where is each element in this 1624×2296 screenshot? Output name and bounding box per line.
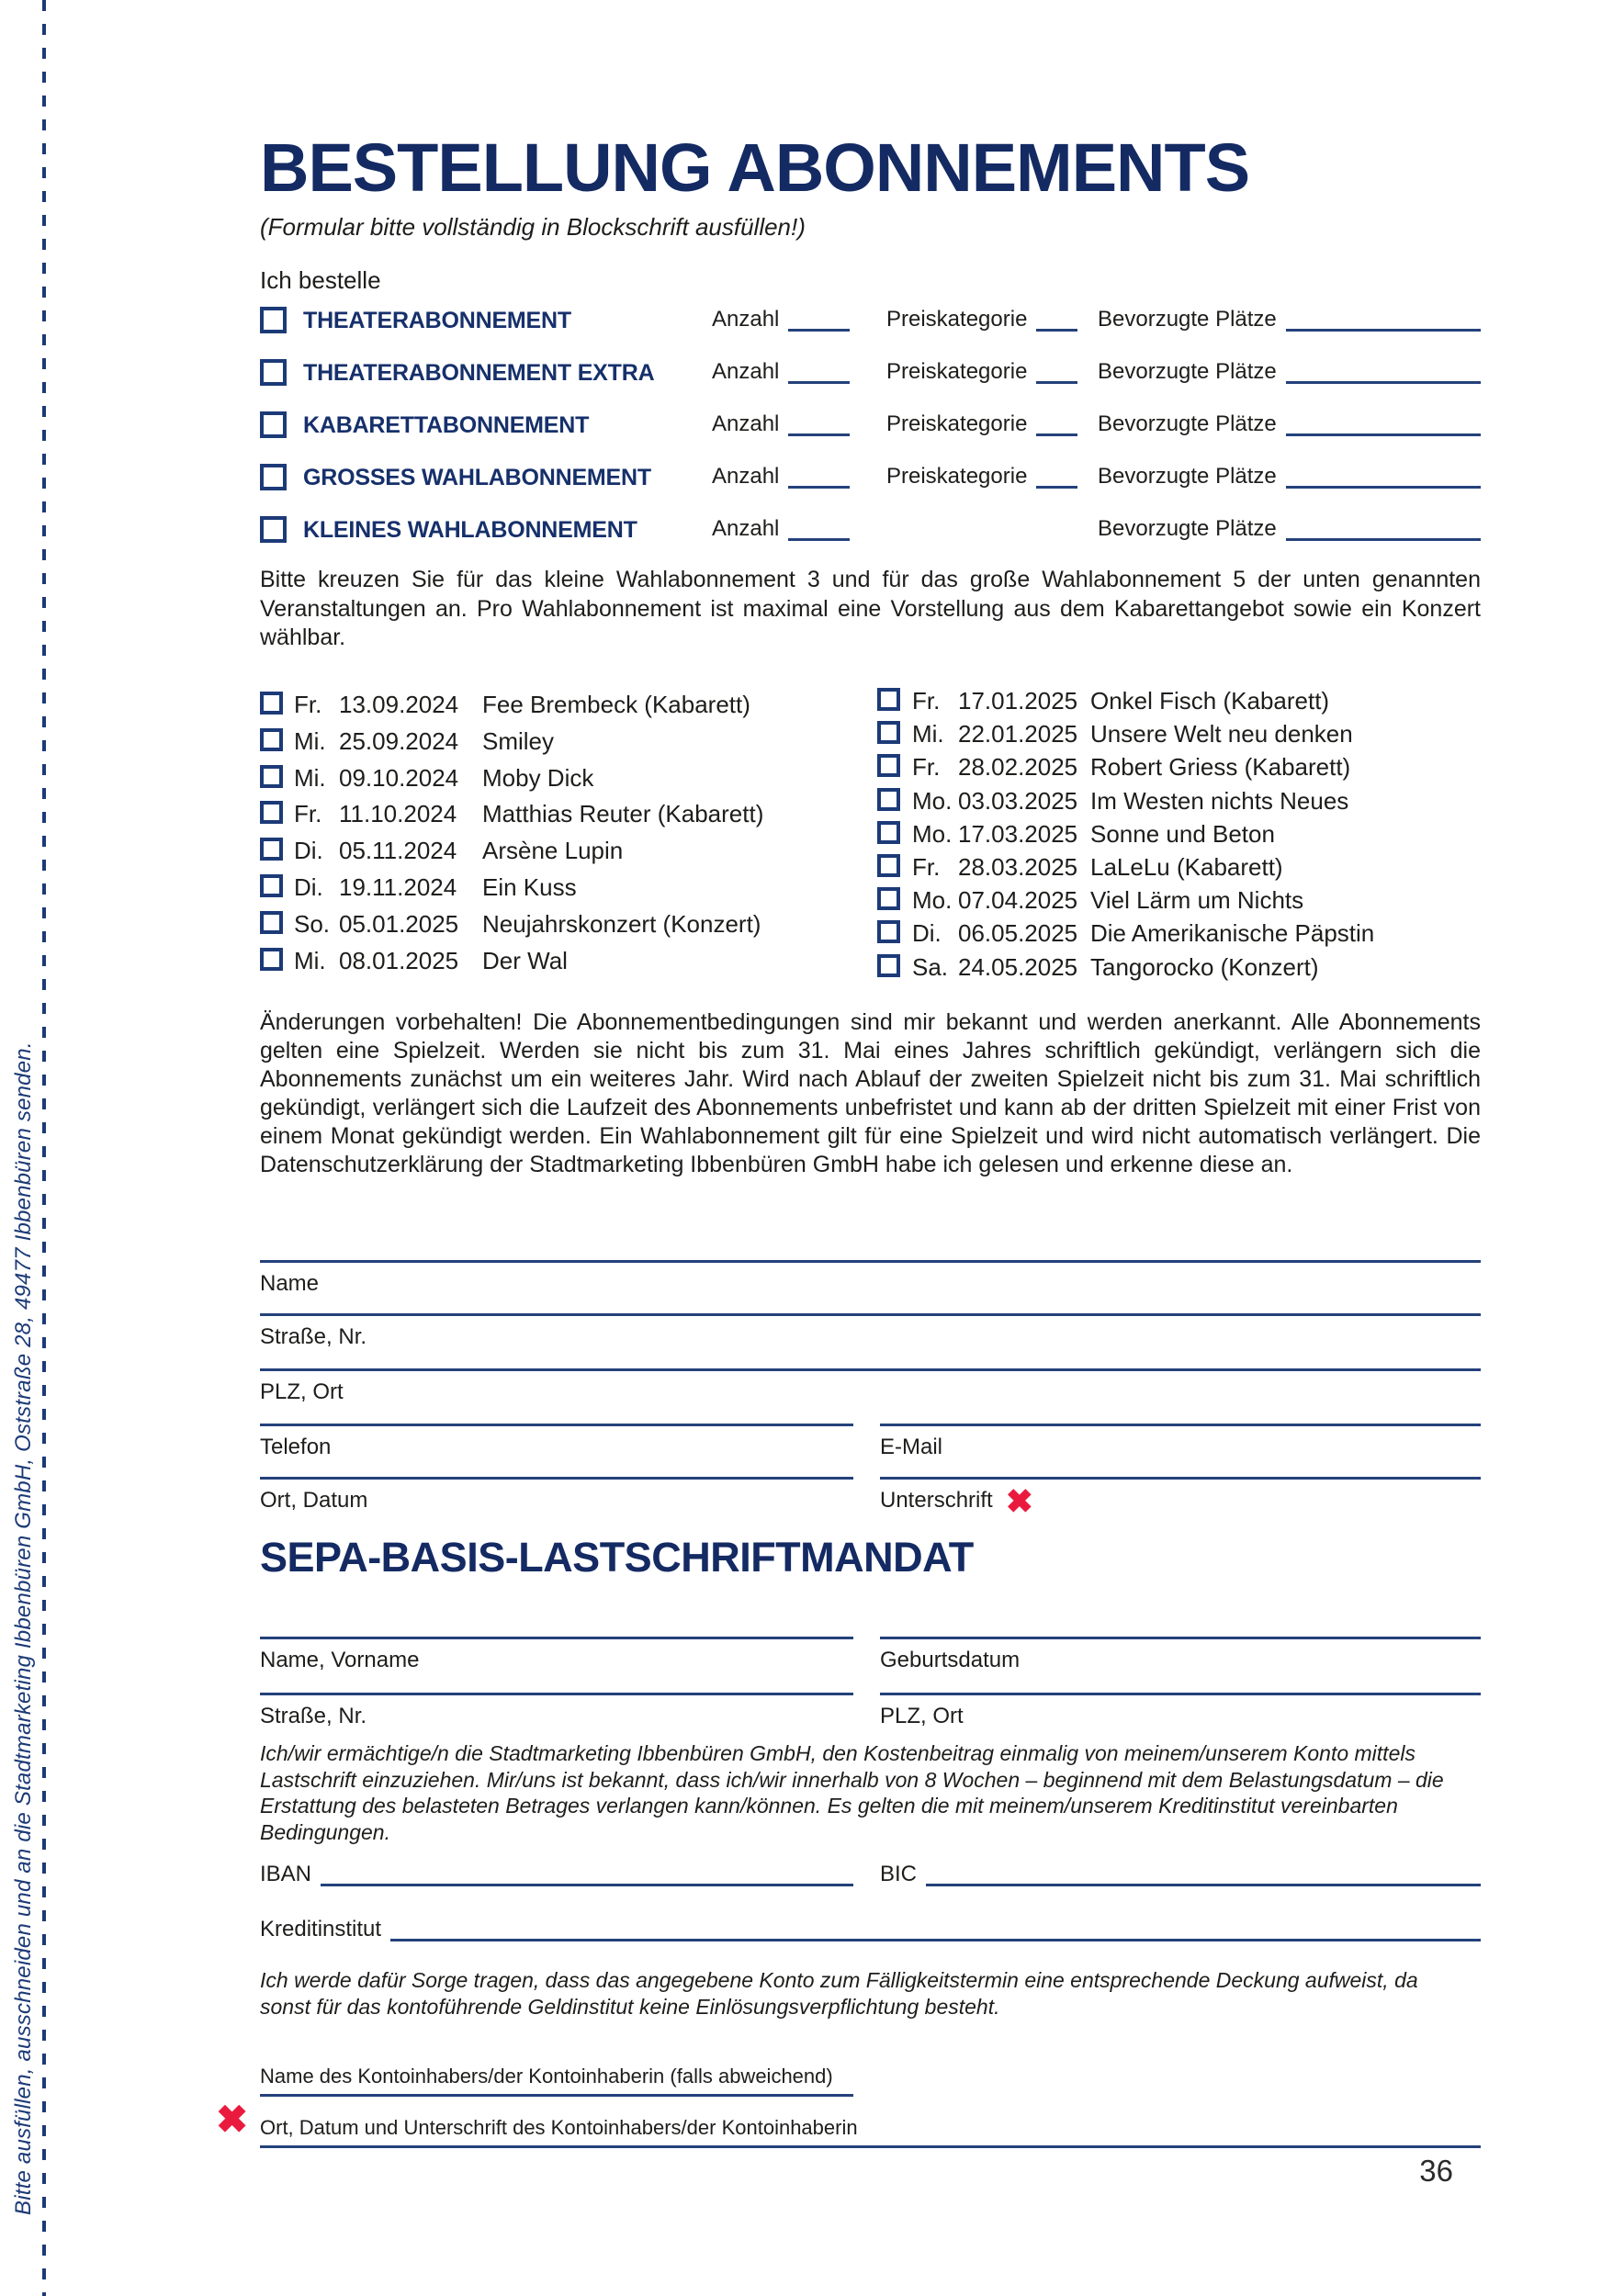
event-row	[877, 787, 1481, 820]
signature-label: Unterschrift	[880, 1488, 993, 1513]
price-category-field	[886, 307, 1077, 332]
event-row	[877, 919, 1481, 952]
preferred-seats-field	[1098, 516, 1481, 541]
quantity-input-line[interactable]	[788, 414, 850, 436]
preferred-seats-field	[1098, 359, 1481, 384]
event-checkbox[interactable]	[877, 688, 900, 711]
subscription-checkbox[interactable]	[260, 307, 287, 333]
event-date: 17.01.2025	[958, 687, 1078, 715]
event-title: Neujahrskonzert (Konzert)	[482, 909, 761, 938]
intro-text: Ich bestelle	[260, 266, 381, 294]
sepa-name-label: Name, Vorname	[260, 1648, 420, 1672]
preferred-seats-field	[1098, 307, 1481, 332]
quantity-field	[712, 359, 850, 384]
price-category-field	[886, 359, 1077, 384]
subscription-row	[260, 516, 1481, 568]
event-title: Unsere Welt neu denken	[1090, 720, 1353, 748]
place-date-label: Ort, Datum	[260, 1488, 368, 1513]
account-signature-label[interactable]: Ort, Datum und Unterschrift des Kontoinhabers/der Kontoinhaberin	[260, 2116, 1481, 2148]
event-title: Robert Griess (Kabarett)	[1090, 753, 1351, 782]
phone-label: Telefon	[260, 1435, 332, 1459]
bank-field	[260, 1918, 1481, 1941]
plz-city-field	[260, 1368, 1481, 1405]
event-row	[877, 753, 1481, 786]
event-checkbox[interactable]	[877, 754, 900, 777]
event-date: 25.09.2024	[339, 726, 459, 755]
event-title: Der Wal	[482, 946, 568, 974]
preferred-seats-input-line[interactable]	[1286, 519, 1481, 541]
event-checkbox[interactable]	[260, 692, 283, 715]
price-category-field	[886, 411, 1077, 436]
event-weekday: Mo.	[912, 786, 953, 815]
event-date: 17.03.2025	[958, 819, 1078, 848]
event-checkbox[interactable]	[877, 887, 900, 910]
event-row	[260, 837, 866, 873]
event-row	[877, 953, 1481, 986]
preferred-seats-field	[1098, 464, 1481, 489]
subscription-checkbox[interactable]	[260, 464, 287, 490]
event-checkbox[interactable]	[260, 911, 283, 934]
subscription-checkbox[interactable]	[260, 359, 287, 386]
account-signature-field	[216, 2098, 1481, 2148]
preferred-seats-label: Bevorzugte Plätze	[1098, 411, 1277, 436]
page-number: 36	[1419, 2154, 1453, 2188]
iban-field	[260, 1863, 853, 1886]
email-field	[880, 1424, 1481, 1460]
event-checkbox[interactable]	[260, 838, 283, 861]
quantity-label: Anzahl	[712, 516, 780, 541]
event-weekday: Fr.	[294, 800, 322, 828]
event-date: 13.09.2024	[339, 691, 459, 718]
iban-label: IBAN	[260, 1862, 312, 1886]
name-label: Name	[260, 1271, 320, 1296]
price-category-label: Preiskategorie	[886, 307, 1028, 332]
quantity-label: Anzahl	[712, 411, 780, 436]
event-weekday: Di.	[912, 919, 942, 948]
email-label: E-Mail	[880, 1435, 943, 1459]
terms-text: Änderungen vorbehalten! Die Abonnementbedingungen sind mir bekannt und werden anerkannt. Alle Abonnements gelten eine Spielzeit. Werden sie nicht bis zum 31. Mai eines Jahres schriftlich gekündigt, verlängern sich die Abonnements zunächst um ein weiteres Jahr. Wird nach Ablauf der zweiten Spielzeit nicht bis zum 31. Mai schriftlich gekündigt, verlängert sich die Laufzeit des Abonnements unbefristet und kann ab der dritten Spielzeit mit einer Frist von einem Monat gekündigt werden. Ein Wahlabonnement gilt für eine Spielzeit und wird nicht automatisch verlängert. Die Datenschutzerklärung der Stadtmarketing Ibbenbüren GmbH habe ich gelesen und erkenne diese an.	[260, 1009, 1481, 1177]
iban-input-line[interactable]	[321, 1863, 853, 1886]
event-row	[260, 910, 866, 947]
bank-input-line[interactable]	[390, 1918, 1481, 1941]
price-category-input-line[interactable]	[1036, 362, 1077, 384]
quantity-field	[712, 464, 850, 489]
bic-field	[880, 1863, 1481, 1886]
subscription-checkbox[interactable]	[260, 516, 287, 543]
quantity-label: Anzahl	[712, 464, 780, 489]
subscription-row	[260, 411, 1481, 464]
preferred-seats-label: Bevorzugte Plätze	[1098, 307, 1277, 332]
event-row	[260, 691, 866, 727]
price-category-label: Preiskategorie	[886, 359, 1028, 384]
sepa-mandate-text: Ich/wir ermächtige/n die Stadtmarketing Ibbenbüren GmbH, den Kostenbeitrag einmalig von meinem/unserem Konto mittels Lastschrift einzuziehen. Mir/uns ist bekannt, dass ich/wir innerhalb von 8 Wochen – beginnend mit dem Belastungsdatum – die Erstattung des belasteten Betrages verlangen kann/können. Es gelten die mit meinem/unserem Kreditinstitut vereinbarten Bedingungen.	[260, 1741, 1444, 1844]
phone-field	[260, 1424, 853, 1460]
preferred-seats-input-line[interactable]	[1286, 467, 1481, 489]
event-checkbox[interactable]	[260, 948, 283, 971]
quantity-input-line[interactable]	[788, 467, 850, 489]
sepa-plz-city-label: PLZ, Ort	[880, 1704, 964, 1728]
bic-label: BIC	[880, 1862, 918, 1886]
event-checkbox[interactable]	[877, 920, 900, 943]
sepa-birthdate-field	[880, 1637, 1481, 1673]
subscription-label: KABARETTABONNEMENT	[303, 412, 590, 438]
sepa-birthdate-label: Geburtsdatum	[880, 1648, 1021, 1672]
quantity-field	[712, 516, 850, 541]
price-category-field	[886, 464, 1077, 489]
quantity-input-line[interactable]	[788, 519, 850, 541]
bic-input-line[interactable]	[926, 1863, 1481, 1886]
event-title: Arsène Lupin	[482, 837, 624, 865]
event-row	[260, 764, 866, 801]
subscription-row	[260, 464, 1481, 516]
price-category-input-line[interactable]	[1036, 414, 1077, 436]
subscription-label: GROSSES WAHLABONNEMENT	[303, 465, 651, 490]
selection-instructions: Bitte kreuzen Sie für das kleine Wahlabonnement 3 und für das große Wahlabonnement 5 der unten genannten Veranstaltungen an. Pro Wahlabonnement ist maximal eine Vorstellung aus dem Kabarettangebot sowie ein Konzert wählbar.	[260, 567, 1481, 650]
event-list	[260, 687, 1481, 999]
sepa-coverage-text: Ich werde dafür Sorge tragen, dass das angegebene Konto zum Fälligkeitstermin eine entsprechende Deckung aufweist, da sonst für das kontoführende Geldinstitut keine Einlösungsverpflichtung besteht.	[260, 1968, 1418, 2019]
event-row	[877, 853, 1481, 886]
event-checkbox[interactable]	[877, 721, 900, 744]
event-title: Ein Kuss	[482, 872, 577, 901]
price-category-input-line[interactable]	[1036, 467, 1077, 489]
event-weekday: Di.	[294, 872, 323, 901]
preferred-seats-label: Bevorzugte Plätze	[1098, 464, 1277, 489]
sepa-plz-city-field	[880, 1693, 1481, 1729]
street-field	[260, 1313, 1481, 1350]
event-row	[877, 687, 1481, 720]
subscription-rows	[260, 307, 1481, 568]
event-row	[260, 727, 866, 764]
bank-label: Kreditinstitut	[260, 1917, 382, 1941]
event-date: 22.01.2025	[958, 720, 1078, 748]
event-row	[260, 800, 866, 837]
event-title: Matthias Reuter (Kabarett)	[482, 800, 764, 828]
event-weekday: Mi.	[294, 726, 326, 755]
event-column-left	[260, 691, 866, 983]
event-title: Im Westen nichts Neues	[1090, 786, 1349, 815]
event-checkbox[interactable]	[877, 954, 900, 977]
sidebar-mailing-instruction: Bitte ausfüllen, ausschneiden und an die Stadtmarketing Ibbenbüren GmbH, Oststraße 28, 49477 Ibbenbüren senden.	[11, 1041, 36, 2215]
event-row	[877, 886, 1481, 919]
subscription-label: THEATERABONNEMENT	[303, 308, 571, 333]
quantity-label: Anzahl	[712, 359, 780, 384]
sepa-name-field	[260, 1637, 853, 1673]
event-weekday: Fr.	[912, 687, 941, 715]
event-date: 03.03.2025	[958, 786, 1078, 815]
signature-x-mark: ✖	[1005, 1482, 1033, 1520]
form-content	[216, 0, 1481, 2296]
event-title: Sonne und Beton	[1090, 819, 1275, 848]
quantity-field	[712, 307, 850, 332]
quantity-input-line[interactable]	[788, 310, 850, 332]
event-date: 28.03.2025	[958, 852, 1078, 881]
event-date: 05.01.2025	[339, 909, 459, 938]
subscription-checkbox[interactable]	[260, 411, 287, 438]
event-column-right	[877, 687, 1481, 986]
event-checkbox[interactable]	[877, 821, 900, 844]
event-date: 05.11.2024	[339, 837, 457, 865]
page-title: BESTELLUNG ABONNEMENTS	[260, 129, 1250, 206]
preferred-seats-input-line[interactable]	[1286, 414, 1481, 436]
quantity-label: Anzahl	[712, 307, 780, 332]
event-weekday: Sa.	[912, 952, 949, 981]
subscription-row	[260, 307, 1481, 359]
place-date-field	[260, 1477, 853, 1514]
sepa-street-label: Straße, Nr.	[260, 1704, 367, 1728]
event-row	[877, 720, 1481, 753]
preferred-seats-field	[1098, 411, 1481, 436]
event-title: LaLeLu (Kabarett)	[1090, 852, 1283, 881]
preferred-seats-input-line[interactable]	[1286, 310, 1481, 332]
event-date: 08.01.2025	[339, 946, 459, 974]
price-category-label: Preiskategorie	[886, 411, 1028, 436]
event-date: 06.05.2025	[958, 919, 1078, 948]
event-title: Smiley	[482, 726, 555, 755]
signature-field	[880, 1477, 1481, 1520]
event-row	[877, 820, 1481, 853]
event-checkbox[interactable]	[260, 874, 283, 897]
event-weekday: Mo.	[912, 819, 953, 848]
subscription-label: THEATERABONNEMENT EXTRA	[303, 360, 655, 386]
name-field	[260, 1260, 1481, 1297]
event-title: Onkel Fisch (Kabarett)	[1090, 687, 1330, 715]
event-weekday: Fr.	[294, 691, 322, 718]
event-title: Viel Lärm um Nichts	[1090, 886, 1304, 915]
cut-dashed-line	[42, 0, 46, 2296]
event-title: Tangorocko (Konzert)	[1090, 952, 1319, 981]
event-weekday: Mi.	[294, 763, 326, 792]
event-date: 07.04.2025	[958, 886, 1078, 915]
event-date: 11.10.2024	[339, 800, 457, 828]
event-weekday: Mi.	[294, 946, 326, 974]
event-weekday: Fr.	[912, 753, 941, 782]
preferred-seats-label: Bevorzugte Plätze	[1098, 516, 1277, 541]
event-date: 19.11.2024	[339, 872, 457, 901]
event-row	[260, 873, 866, 910]
event-date: 09.10.2024	[339, 763, 459, 792]
event-weekday: So.	[294, 909, 331, 938]
quantity-field	[712, 411, 850, 436]
account-holder-field	[260, 2065, 853, 2097]
street-label: Straße, Nr.	[260, 1324, 367, 1349]
preferred-seats-label: Bevorzugte Plätze	[1098, 359, 1277, 384]
sepa-section-title: SEPA-BASIS-LASTSCHRIFTMANDAT	[260, 1534, 974, 1581]
event-weekday: Di.	[294, 837, 323, 865]
event-checkbox[interactable]	[260, 765, 283, 788]
sepa-street-field	[260, 1693, 853, 1729]
page-subtitle: (Formular bitte vollständig in Blockschrift ausfüllen!)	[260, 213, 806, 241]
event-date: 28.02.2025	[958, 753, 1078, 782]
subscription-label: KLEINES WAHLABONNEMENT	[303, 517, 637, 543]
price-category-label: Preiskategorie	[886, 464, 1028, 489]
plz-city-label: PLZ, Ort	[260, 1379, 344, 1404]
event-checkbox[interactable]	[877, 854, 900, 877]
event-weekday: Mo.	[912, 886, 953, 915]
account-signature-x-mark: ✖	[216, 2098, 249, 2141]
price-category-input-line[interactable]	[1036, 310, 1077, 332]
event-checkbox[interactable]	[260, 728, 283, 751]
event-row	[260, 947, 866, 984]
event-weekday: Fr.	[912, 852, 941, 881]
event-title: Moby Dick	[482, 763, 594, 792]
event-title: Die Amerikanische Päpstin	[1090, 919, 1375, 948]
event-checkbox[interactable]	[877, 788, 900, 811]
event-title: Fee Brembeck (Kabarett)	[482, 691, 750, 718]
event-checkbox[interactable]	[260, 801, 283, 824]
preferred-seats-input-line[interactable]	[1286, 362, 1481, 384]
quantity-input-line[interactable]	[788, 362, 850, 384]
event-weekday: Mi.	[912, 720, 944, 748]
account-holder-label[interactable]: Name des Kontoinhabers/der Kontoinhaberin (falls abweichend)	[260, 2065, 853, 2097]
event-date: 24.05.2025	[958, 952, 1078, 981]
subscription-row	[260, 359, 1481, 411]
